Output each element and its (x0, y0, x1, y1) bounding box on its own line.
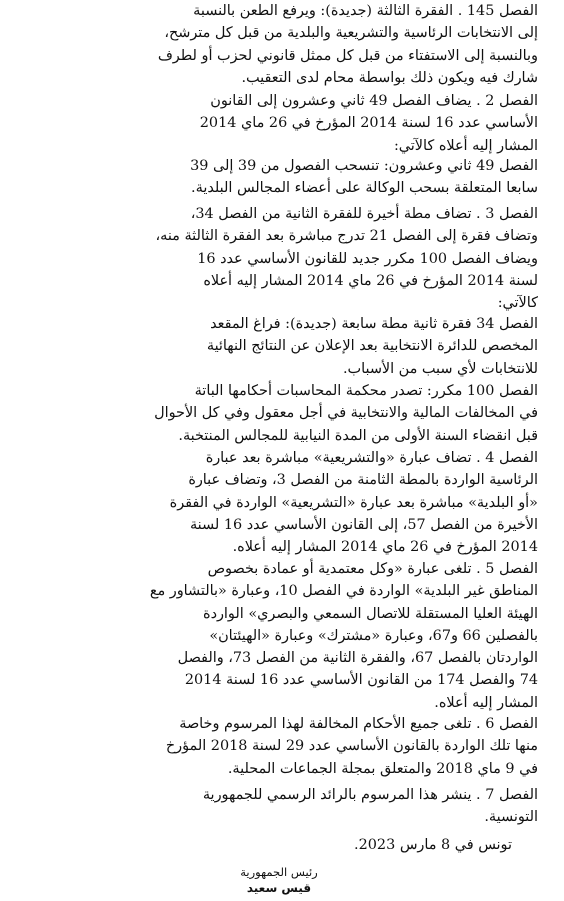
signature-name: قيس سعيد (246, 881, 312, 895)
signature-title: رئيس الجمهورية (240, 865, 318, 879)
text-line: الهيئة العليا المستقلة للاتصال السمعي والبصري» الواردة (203, 605, 538, 622)
text-line: الفصل 2 . يضاف الفصل 49 ثاني وعشرون إلى القانون (210, 93, 538, 109)
text-line: المخصص للدائرة الانتخابية بعد الإعلان عن النتائج النهائية (206, 338, 538, 355)
paragraph-chapter-4 (26, 447, 538, 558)
paragraph-chapter-100-bis (26, 380, 538, 447)
text-line: المناطق غير البلدية» الواردة في الفصل 10، وعبارة «بالتشاور مع (149, 583, 538, 600)
text-line: التونسية. (484, 809, 538, 826)
date-line: تونس في 8 مارس 2023. (354, 837, 512, 853)
text-line: الواردتان بالفصل 67، والفقرة الثانية من الفصل 73، والفصل (177, 650, 538, 667)
text-line: في المخالفات المالية والانتخابية في أجل معقول وفي كل الأحوال (154, 405, 538, 422)
paragraph-chapter-49 (26, 155, 538, 200)
text-line: الرئاسية الواردة بالمطة الثامنة من الفصل 3، وتضاف عبارة (188, 472, 538, 489)
text-line: لسنة 2014 المؤرخ في 26 ماي 2014 المشار إليه أعلاه (203, 272, 538, 289)
text-line: الفصل 100 مكرر: تصدر محكمة المحاسبات أحكامها الباتة (194, 383, 538, 399)
text-line: الفصل 4 . تضاف عبارة «والتشريعية» مباشرة بعد عبارة (205, 450, 538, 466)
paragraph-chapter-5 (26, 558, 538, 714)
text-line: المشار إليه أعلاه. (434, 694, 538, 711)
text-line: سابعا المتعلقة بسحب الوكالة على أعضاء المجالس البلدية. (191, 180, 538, 197)
text-line: الفصل 145 . الفقرة الثالثة (جديدة): ويرفع الطعن بالنسبة (193, 3, 538, 19)
paragraph-chapter-7 (26, 784, 538, 829)
text-line: كالآتي: (497, 295, 538, 312)
text-line: الفصل 7 . ينشر هذا المرسوم بالرائد الرسمي للجمهورية (202, 787, 538, 803)
text-line: الأخيرة من الفصل 57، إلى القانون الأساسي عدد 16 لسنة (189, 516, 538, 533)
text-line: 74 والفصل 174 من القانون الأساسي عدد 16 لسنة 2014 (184, 672, 538, 689)
paragraph-chapter-34 (26, 313, 538, 380)
text-line: المشار إليه أعلاه كالآتي: (393, 137, 538, 154)
text-line: شارك فيه ويكون ذلك بواسطة محام لدى التعقيب. (241, 69, 538, 86)
text-line: إلى الانتخابات الرئاسية والتشريعية والبلدية من قبل كل مترشح، (164, 25, 538, 42)
text-line: «أو البلدية» مباشرة بعد عبارة «التشريعية» الواردة في الفقرة (169, 494, 538, 511)
text-line: 2014 المؤرخ في 26 ماي 2014 المشار إليه أعلاه. (232, 539, 538, 556)
text-line: وتضاف فقرة إلى الفصل 21 تدرج مباشرة بعد الفقرة الثالثة منه، (155, 228, 538, 245)
paragraph-chapter-145 (26, 0, 538, 89)
text-line: بالفصلين 66 و67، وعبارة «مشترك» وعبارة «الهيئتان» (209, 627, 538, 644)
text-line: ويضاف الفصل 100 مكرر جديد للقانون الأساسي عدد 16 (197, 250, 538, 267)
text-line: قبل انقضاء السنة الأولى من المدة النيابية للمجالس المنتخبة. (178, 427, 538, 444)
text-line: الفصل 6 . تلغى جميع الأحكام المخالفة لهذا المرسوم وخاصة (179, 716, 538, 732)
text-line: الفصل 3 . تضاف مطة أخيرة للفقرة الثانية من الفصل 34، (190, 206, 538, 222)
text-line: للانتخابات لأي سبب من الأسباب. (342, 360, 538, 377)
text-line: الفصل 34 فقرة ثانية مطة سابعة (جديدة): فراغ المقعد (210, 316, 538, 332)
text-line: منها تلك الواردة بالقانون الأساسي عدد 29 لسنة 2018 المؤرخ (165, 738, 538, 755)
text-line: الأساسي عدد 16 لسنة 2014 المؤرخ في 26 ماي 2014 (199, 115, 538, 132)
text-line: في 9 ماي 2018 والمتعلق بمجلة الجماعات المحلية. (227, 760, 538, 777)
text-line: الفصل 5 . تلغى عبارة «وكل معتمدية أو عمادة بخصوص (207, 561, 538, 577)
paragraph-chapter-6 (26, 713, 538, 780)
text-line: الفصل 49 ثاني وعشرون: تنسحب الفصول من 39 إلى 39 (190, 158, 538, 174)
paragraph-chapter-3 (26, 203, 538, 314)
paragraph-chapter-2 (26, 90, 538, 157)
text-line: وبالنسبة إلى الاستفتاء من قبل كل ممثل قانوني لحزب أو لطرف (157, 47, 538, 64)
